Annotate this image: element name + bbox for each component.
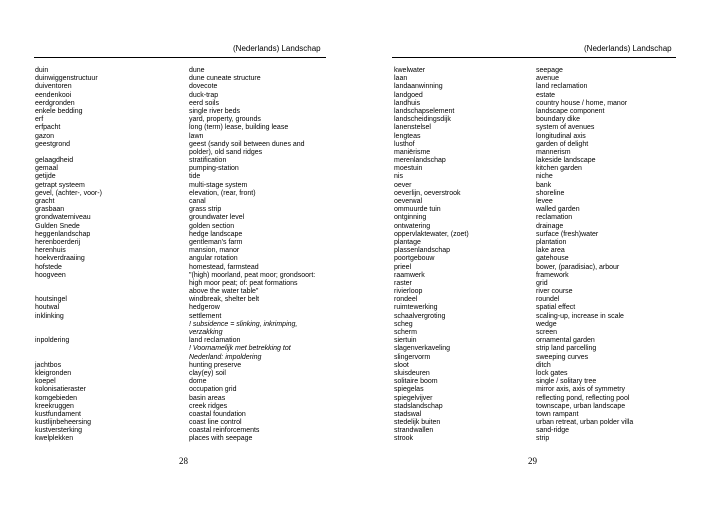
- dutch-term: inklinking: [35, 312, 64, 320]
- english-translation: bank: [536, 181, 552, 189]
- english-translation: clay(ey) soil: [189, 369, 226, 377]
- dutch-term: stadslandschap: [394, 402, 443, 410]
- glossary-entry: [364, 272, 728, 280]
- dutch-term: lanenstelsel: [394, 124, 431, 132]
- page-header: (Nederlands) Landschap: [233, 44, 321, 53]
- dutch-term: inpoldering: [35, 337, 70, 345]
- glossary-entry: [0, 313, 364, 321]
- glossary-entry: [0, 149, 364, 157]
- glossary-entry: [364, 165, 728, 173]
- dutch-term: kwelwater: [394, 67, 426, 74]
- glossary-entry: [364, 386, 728, 394]
- glossary-entry: [0, 378, 364, 386]
- dutch-term: gemaal: [35, 165, 58, 173]
- english-translation: dune: [189, 67, 205, 74]
- english-translation: roundel: [536, 296, 560, 304]
- dutch-term: slagenverkaveling: [394, 345, 451, 353]
- english-translation: verzakking: [189, 329, 223, 336]
- glossary-entry: [364, 67, 728, 75]
- english-translation: mansion, manor: [189, 247, 240, 255]
- glossary-entry: [0, 304, 364, 312]
- english-translation: homestead, farmstead: [189, 263, 259, 271]
- glossary-entry: [0, 83, 364, 91]
- english-translation: country house / home, manor: [536, 99, 628, 107]
- glossary-entry: [0, 419, 364, 427]
- dutch-term: laan: [394, 75, 408, 83]
- english-translation: land reclamation: [189, 337, 241, 345]
- glossary-entry: [364, 264, 728, 272]
- english-translation: kitchen garden: [536, 165, 582, 173]
- glossary-entry: [0, 255, 364, 263]
- english-translation: hunting preserve: [189, 361, 242, 369]
- glossary-entry: [364, 395, 728, 403]
- page-number: 29: [528, 456, 537, 466]
- glossary-entry: [364, 304, 728, 312]
- glossary-list: [0, 67, 364, 444]
- glossary-entry: [364, 337, 728, 345]
- glossary-entry: [364, 190, 728, 198]
- dutch-term: landscheidingsdijk: [394, 116, 451, 124]
- english-translation: hedge landscape: [189, 230, 243, 238]
- glossary-entry: [364, 108, 728, 116]
- english-translation: lakeside landscape: [536, 157, 596, 165]
- dutch-term: ontwatering: [394, 222, 431, 230]
- right-page: [364, 0, 728, 514]
- english-translation: townscape, urban landscape: [536, 402, 626, 410]
- dutch-term: plassenlandschap: [394, 247, 451, 255]
- english-translation: high moor peat; of: peat formations: [189, 279, 298, 287]
- dutch-term: kolonisatieraster: [35, 386, 86, 394]
- english-translation: windbreak, shelter belt: [189, 296, 260, 304]
- english-translation: spatial effect: [536, 304, 576, 312]
- glossary-entry: [0, 288, 364, 296]
- dutch-term: scherm: [394, 329, 417, 336]
- dutch-term: sluisdeuren: [394, 369, 430, 377]
- glossary-entry: [364, 280, 728, 288]
- english-translation: pumping-station: [189, 165, 239, 173]
- english-translation: lake area: [536, 247, 565, 255]
- glossary-entry: [0, 272, 364, 280]
- dutch-term: kustfundament: [35, 410, 81, 418]
- glossary-entry: [0, 403, 364, 411]
- glossary-entry: [0, 239, 364, 247]
- dutch-term: eendenkooi: [35, 91, 72, 99]
- glossary-entry: [0, 157, 364, 165]
- english-translation: settlement: [189, 312, 222, 320]
- dutch-term: sloot: [394, 361, 409, 369]
- english-translation: levee: [536, 198, 553, 205]
- english-translation: multi-stage system: [189, 181, 248, 189]
- glossary-entry: [0, 182, 364, 190]
- glossary-entry: [0, 427, 364, 435]
- glossary-entry: [364, 362, 728, 370]
- glossary-entry: [364, 247, 728, 255]
- glossary-entry: [0, 214, 364, 222]
- dutch-term: getijde: [35, 173, 56, 181]
- english-translation: wedge: [536, 320, 557, 328]
- dutch-term: nis: [394, 173, 403, 181]
- glossary-entry: [364, 198, 728, 206]
- english-translation: lawn: [189, 132, 204, 140]
- dutch-term: prieel: [394, 263, 412, 271]
- dutch-term: eerdgronden: [35, 99, 75, 107]
- glossary-entry: [0, 223, 364, 231]
- english-translation: creek ridges: [189, 402, 228, 410]
- dutch-term: rivierloop: [394, 288, 423, 296]
- glossary-entry: [364, 427, 728, 435]
- glossary-entry: [364, 419, 728, 427]
- dutch-term: moestuin: [394, 165, 423, 173]
- english-translation: golden section: [189, 222, 235, 230]
- glossary-entry: [364, 92, 728, 100]
- dutch-term: hofstede: [35, 263, 62, 271]
- dutch-term: kustversterking: [35, 427, 83, 435]
- dutch-term: houtwal: [35, 304, 60, 312]
- english-translation: land reclamation: [536, 83, 588, 91]
- glossary-entry: [0, 337, 364, 345]
- glossary-entry: [0, 198, 364, 206]
- english-translation: scaling-up, increase in scale: [536, 312, 624, 320]
- dutch-term: heggenlandschap: [35, 230, 91, 238]
- dutch-term: houtsingel: [35, 296, 67, 304]
- english-translation: mirror axis, axis of symmetry: [536, 386, 626, 394]
- dutch-term: strandwallen: [394, 427, 434, 435]
- dutch-term: scheg: [394, 320, 413, 328]
- dutch-term: spiegelas: [394, 386, 424, 394]
- english-translation: mannerism: [536, 148, 571, 156]
- dutch-term: duin: [35, 67, 49, 74]
- english-translation: ! Voornamelijk met betrekking tot: [189, 345, 291, 353]
- dutch-term: oever: [394, 181, 412, 189]
- english-translation: coastal reinforcements: [189, 427, 260, 435]
- glossary-entry: [364, 411, 728, 419]
- dutch-term: grasbaan: [35, 206, 65, 214]
- header-rule: [392, 57, 676, 58]
- english-translation: town rampant: [536, 410, 579, 418]
- dutch-term: duinwiggenstructuur: [35, 75, 98, 83]
- glossary-entry: [364, 206, 728, 214]
- english-translation: duck-trap: [189, 91, 219, 99]
- glossary-entry: [0, 247, 364, 255]
- dutch-term: stadswal: [394, 410, 422, 418]
- glossary-entry: [364, 182, 728, 190]
- english-translation: reclamation: [536, 214, 573, 222]
- english-translation: garden of delight: [536, 140, 589, 148]
- english-translation: polder), old sand ridges: [189, 148, 263, 156]
- dutch-term: jachtbos: [35, 361, 62, 369]
- dutch-term: grondwaterniveau: [35, 214, 91, 222]
- english-translation: canal: [189, 198, 206, 205]
- english-translation: drainage: [536, 222, 564, 230]
- dutch-term: maniërisme: [394, 148, 431, 156]
- dutch-term: siertuin: [394, 337, 417, 345]
- dutch-term: gevel, (achter-, voor-): [35, 189, 102, 197]
- dutch-term: strook: [394, 435, 414, 443]
- english-translation: Nederland: impoldering: [189, 353, 262, 361]
- dutch-term: geestgrond: [35, 140, 71, 148]
- glossary-entry: [0, 321, 364, 329]
- english-translation: river course: [536, 288, 573, 296]
- glossary-entry: [364, 157, 728, 165]
- glossary-entry: [364, 149, 728, 157]
- english-translation: elevation, (rear, front): [189, 189, 256, 197]
- english-translation: grid: [536, 279, 548, 287]
- english-translation: yard, property, grounds: [189, 116, 261, 124]
- dutch-term: merenlandschap: [394, 157, 446, 165]
- glossary-entry: [364, 321, 728, 329]
- dutch-term: hoogveen: [35, 271, 66, 279]
- page-header: (Nederlands) Landschap: [584, 44, 672, 53]
- glossary-entry: [0, 435, 364, 443]
- english-translation: sweeping curves: [536, 353, 589, 361]
- english-translation: ditch: [536, 361, 551, 369]
- english-translation: screen: [536, 329, 558, 336]
- english-translation: bower, (paradisiac), arbour: [536, 263, 620, 271]
- glossary-entry: [364, 239, 728, 247]
- dutch-term: stedelijk buiten: [394, 419, 441, 427]
- glossary-entry: [0, 296, 364, 304]
- dutch-term: getrapt systeem: [35, 181, 85, 189]
- english-translation: plantation: [536, 238, 567, 246]
- dutch-term: spiegelvijver: [394, 394, 433, 402]
- english-translation: places with seepage: [189, 435, 253, 443]
- dutch-term: komgebieden: [35, 394, 78, 402]
- dutch-term: ontginning: [394, 214, 427, 222]
- dutch-term: landhuis: [394, 99, 421, 107]
- english-translation: seepage: [536, 67, 563, 74]
- english-translation: "(high) moorland, peat moor; grondsoort:: [189, 271, 316, 279]
- glossary-entry: [0, 206, 364, 214]
- dutch-term: oppervlaktewater, (zoet): [394, 230, 469, 238]
- glossary-entry: [0, 108, 364, 116]
- dutch-term: enkele bedding: [35, 107, 83, 115]
- glossary-entry: [364, 141, 728, 149]
- glossary-entry: [364, 100, 728, 108]
- glossary-entry: [364, 173, 728, 181]
- dutch-term: kleigronden: [35, 369, 72, 377]
- glossary-entry: [0, 231, 364, 239]
- glossary-entry: [0, 190, 364, 198]
- dutch-term: schaalvergroting: [394, 312, 446, 320]
- english-translation: dovecote: [189, 83, 218, 91]
- glossary-entry: [364, 329, 728, 337]
- glossary-entry: [0, 280, 364, 288]
- glossary-entry: [364, 116, 728, 124]
- english-translation: long (term) lease, building lease: [189, 124, 289, 132]
- english-translation: estate: [536, 91, 556, 99]
- dutch-term: solitaire boom: [394, 378, 438, 386]
- english-translation: eerd soils: [189, 99, 219, 107]
- dutch-term: landschapselement: [394, 107, 455, 115]
- dutch-term: erfpacht: [35, 124, 61, 132]
- dutch-term: herenhuis: [35, 247, 66, 255]
- glossary-entry: [0, 100, 364, 108]
- glossary-entry: [0, 92, 364, 100]
- dutch-term: poortgebouw: [394, 255, 435, 263]
- dutch-term: slingervorm: [394, 353, 431, 361]
- glossary-entry: [0, 141, 364, 149]
- dutch-term: kwelplekken: [35, 435, 74, 443]
- glossary-entry: [364, 354, 728, 362]
- english-translation: groundwater level: [189, 214, 245, 222]
- dutch-term: ruimtewerking: [394, 304, 438, 312]
- english-translation: longitudinal axis: [536, 132, 586, 140]
- english-translation: tide: [189, 173, 201, 181]
- dutch-term: lusthof: [394, 140, 415, 148]
- dutch-term: duiventoren: [35, 83, 72, 91]
- dutch-term: plantage: [394, 238, 421, 246]
- dutch-term: oeverlijn, oeverstrook: [394, 189, 461, 197]
- english-translation: walled garden: [536, 206, 580, 214]
- glossary-entry: [364, 313, 728, 321]
- glossary-entry: [0, 395, 364, 403]
- glossary-entry: [364, 255, 728, 263]
- glossary-entry: [364, 296, 728, 304]
- dutch-term: koepel: [35, 378, 56, 386]
- header-rule: [34, 57, 326, 58]
- dutch-term: kreekruggen: [35, 402, 74, 410]
- english-translation: basin areas: [189, 394, 226, 402]
- english-translation: coastal foundation: [189, 410, 246, 418]
- english-translation: grass strip: [189, 206, 222, 214]
- glossary-entry: [0, 124, 364, 132]
- glossary-entry: [364, 403, 728, 411]
- english-translation: lock gates: [536, 369, 568, 377]
- english-translation: framework: [536, 271, 569, 279]
- english-translation: angular rotation: [189, 255, 238, 263]
- english-translation: single / solitary tree: [536, 378, 597, 386]
- english-translation: ! subsidence = slinking, inkrimping,: [189, 320, 298, 328]
- english-translation: shoreline: [536, 189, 565, 197]
- dutch-term: raster: [394, 279, 412, 287]
- glossary-entry: [0, 133, 364, 141]
- english-translation: avenue: [536, 75, 559, 83]
- glossary-entry: [364, 83, 728, 91]
- glossary-list: [364, 67, 728, 444]
- english-translation: reflecting pond, reflecting pool: [536, 394, 630, 402]
- glossary-entry: [0, 165, 364, 173]
- dutch-term: Gulden Snede: [35, 222, 80, 230]
- glossary-entry: [364, 345, 728, 353]
- glossary-entry: [364, 378, 728, 386]
- glossary-entry: [364, 214, 728, 222]
- dutch-term: gracht: [35, 198, 55, 205]
- english-translation: dune cuneate structure: [189, 75, 261, 83]
- glossary-entry: [0, 411, 364, 419]
- dutch-term: rondeel: [394, 296, 418, 304]
- dutch-term: raamwerk: [394, 271, 425, 279]
- glossary-entry: [0, 354, 364, 362]
- glossary-entry: [364, 231, 728, 239]
- english-translation: system of avenues: [536, 124, 595, 132]
- english-translation: geest (sandy soil between dunes and: [189, 140, 305, 148]
- english-translation: landscape component: [536, 107, 605, 115]
- glossary-entry: [364, 124, 728, 132]
- english-translation: boundary dike: [536, 116, 580, 124]
- glossary-entry: [364, 223, 728, 231]
- glossary-entry: [0, 370, 364, 378]
- english-translation: strip land parcelling: [536, 345, 597, 353]
- english-translation: surface (fresh)water: [536, 230, 599, 238]
- english-translation: single river beds: [189, 107, 240, 115]
- dutch-term: erf: [35, 116, 44, 124]
- english-translation: ornamental garden: [536, 337, 595, 345]
- glossary-entry: [364, 288, 728, 296]
- dutch-term: lengteas: [394, 132, 421, 140]
- glossary-entry: [364, 75, 728, 83]
- glossary-entry: [0, 173, 364, 181]
- glossary-entry: [364, 435, 728, 443]
- english-translation: gatehouse: [536, 255, 569, 263]
- dutch-term: herenboerderij: [35, 238, 81, 246]
- glossary-entry: [0, 345, 364, 353]
- page-number: 28: [179, 456, 188, 466]
- english-translation: above the water table": [189, 288, 259, 296]
- english-translation: hedgerow: [189, 304, 220, 312]
- english-translation: dome: [189, 378, 207, 386]
- dutch-term: landgoed: [394, 91, 423, 99]
- dutch-term: ommuurde tuin: [394, 206, 441, 214]
- dutch-term: landaanwinning: [394, 83, 443, 91]
- english-translation: urban retreat, urban polder villa: [536, 419, 634, 427]
- dutch-term: gazon: [35, 132, 55, 140]
- glossary-entry: [0, 116, 364, 124]
- glossary-entry: [0, 362, 364, 370]
- english-translation: occupation grid: [189, 386, 237, 394]
- glossary-entry: [0, 67, 364, 75]
- glossary-entry: [0, 75, 364, 83]
- english-translation: sand-ridge: [536, 427, 570, 435]
- glossary-entry: [364, 370, 728, 378]
- dutch-term: hoekverdraaiing: [35, 255, 85, 263]
- english-translation: coast line control: [189, 419, 242, 427]
- english-translation: niche: [536, 173, 553, 181]
- english-translation: gentleman's farm: [189, 238, 243, 246]
- dutch-term: kustlijnbeheersing: [35, 419, 92, 427]
- english-translation: strip: [536, 435, 550, 443]
- dutch-term: oeverwal: [394, 198, 423, 205]
- glossary-entry: [0, 264, 364, 272]
- dutch-term: gelaagdheid: [35, 157, 74, 165]
- glossary-entry: [0, 386, 364, 394]
- glossary-entry: [364, 133, 728, 141]
- glossary-entry: [0, 329, 364, 337]
- english-translation: stratification: [189, 157, 227, 165]
